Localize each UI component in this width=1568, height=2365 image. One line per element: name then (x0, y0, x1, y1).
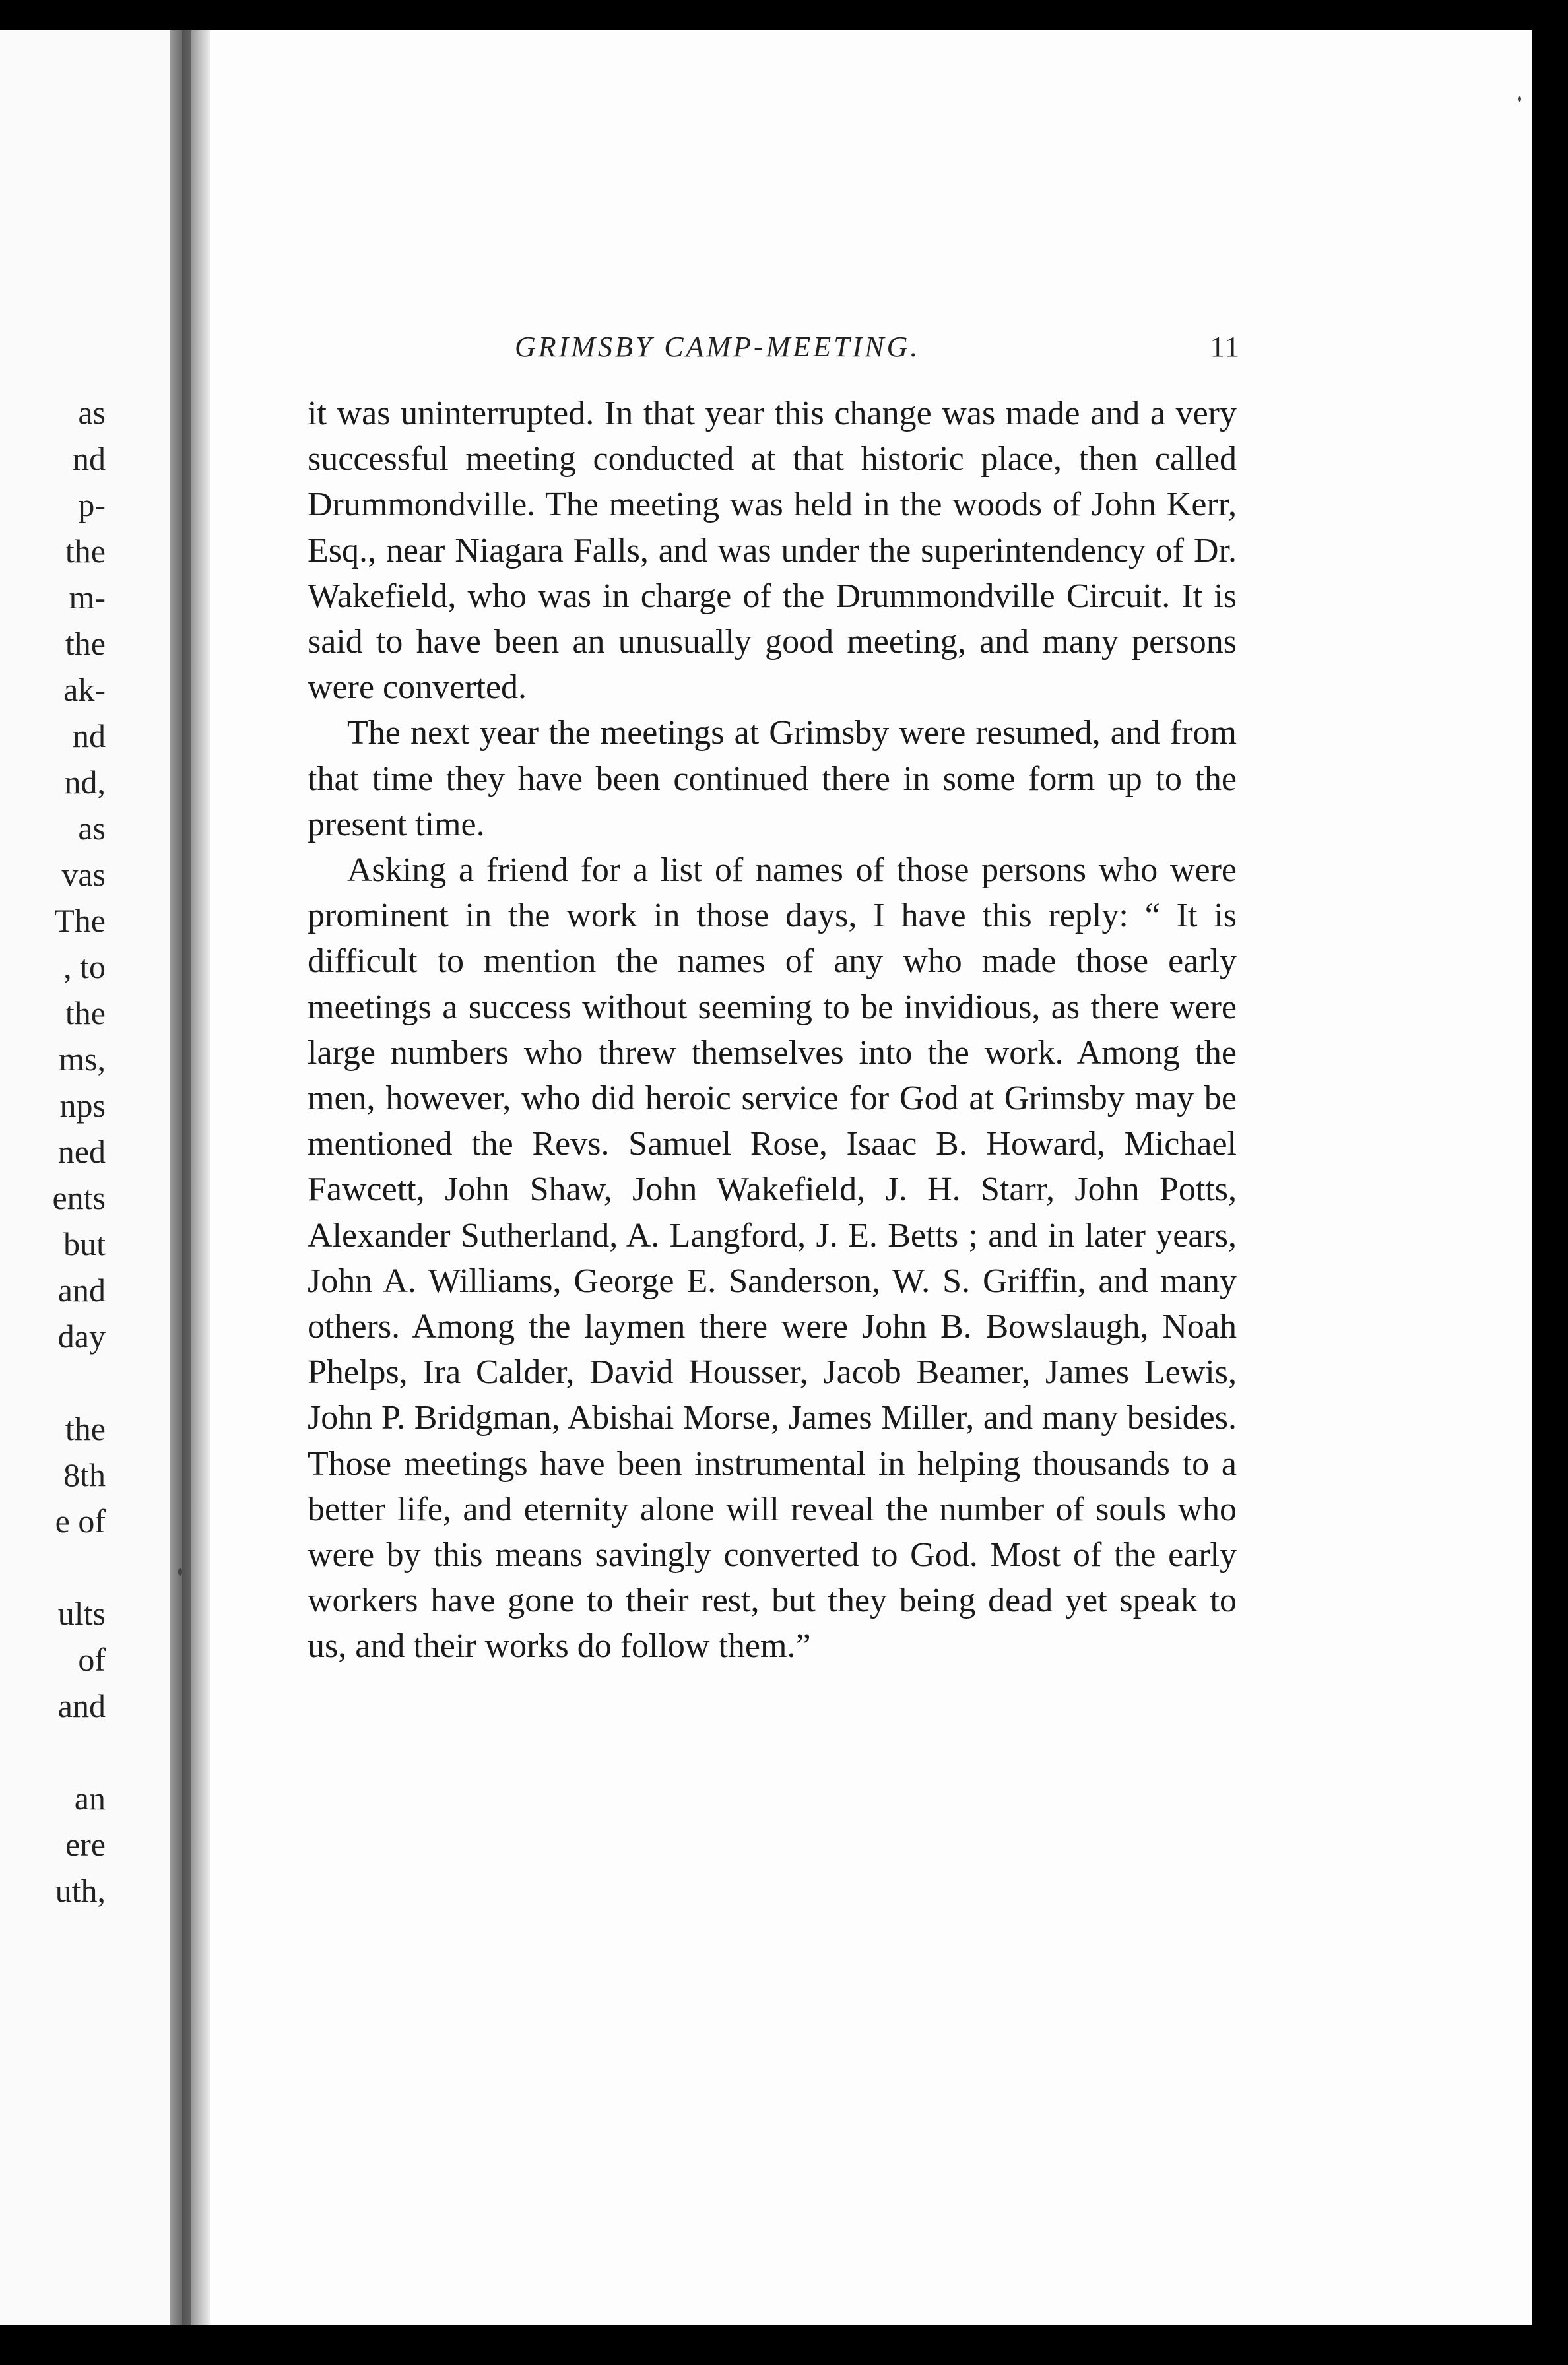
left-fragment: as (78, 394, 106, 431)
left-fragment: ults (57, 1595, 106, 1632)
left-fragment: the (65, 994, 106, 1031)
running-title: GRIMSBY CAMP-MEETING. (515, 331, 921, 363)
left-fragment: and (57, 1687, 106, 1724)
left-fragment: nps (59, 1087, 106, 1124)
page-number: 11 (1210, 331, 1241, 363)
left-fragment: the (65, 533, 106, 569)
paragraph: it was uninterrupted. In that year this change was made and a very successful meeting conducted at that historic place, then called Drummondville. The meeting was held in the woods of John Kerr, Esq., near Niagara Falls, and was under the superintendency of Dr. Wakefield, who was in charge of the Drummondville Circuit. It is said to have been an unusually good meeting, and many persons were converted. (308, 395, 1237, 707)
left-fragment: day (57, 1318, 106, 1355)
left-fragment: , to (63, 948, 106, 985)
left-fragment: p- (78, 486, 106, 523)
left-fragment: ere (65, 1826, 106, 1863)
left-fragment: as (78, 810, 106, 847)
left-fragment: The (54, 902, 106, 939)
scan-speck (178, 1568, 182, 1576)
scan-speck (1518, 96, 1521, 102)
left-fragment: uth, (55, 1872, 106, 1909)
left-fragment: an (74, 1780, 106, 1817)
left-fragment: of (78, 1641, 106, 1678)
left-fragment: m- (69, 579, 106, 616)
running-head (290, 330, 1241, 370)
left-fragment: vas (61, 856, 106, 893)
gutter-shadow (182, 30, 191, 2325)
paragraph: The next year the meetings at Grimsby were resumed, and from that time they have been continued there in some form up to the present time. (308, 714, 1237, 843)
left-fragment: nd (73, 440, 106, 477)
scanned-book-spread (0, 30, 1532, 2325)
left-fragment: and (57, 1272, 106, 1309)
left-fragment: but (63, 1225, 106, 1262)
left-fragment: nd (73, 717, 106, 754)
left-fragment: ms, (59, 1041, 106, 1078)
left-page-edge (0, 30, 170, 2325)
body-text (308, 391, 1237, 1669)
left-fragment: the (65, 1410, 106, 1447)
left-fragment: nd, (64, 763, 106, 800)
left-fragment: ak- (63, 671, 106, 708)
left-fragment: ned (57, 1133, 106, 1170)
left-fragment: the (65, 625, 106, 662)
left-fragment: 8th (63, 1456, 106, 1493)
paragraph: Asking a friend for a list of names of those persons who were prominent in the work in those days, I have this reply: “ It is difficult to mention the names of any who made those early meetings a success without seeming to be invidious, as there were large numbers who threw themselves into the work. Among the men, however, who did heroic service for God at Grimsby may be mentioned the Revs. Samuel Rose, Isaac B. Howard, Michael Fawcett, John Shaw, John Wakefield, J. H. Starr, John Potts, Alexander Sutherland, A. Langford, J. E. Betts ; and in later years, John A. Williams, George E. Sanderson, W. S. Griffin, and many others. Among the laymen there were John B. Bowslaugh, Noah Phelps, Ira Calder, David Housser, Jacob Beamer, James Lewis, John P. Bridgman, Abishai Morse, James Miller, and many besides. Those meetings have been instrumental in helping thousands to a better life, and eternity alone will reveal the number of souls who were by this means savingly converted to God. Most of the early workers have gone to their rest, but they being dead yet speak to us, and their works do follow them.” (308, 851, 1237, 1666)
left-fragment: ents (52, 1179, 106, 1216)
left-fragment: e of (55, 1503, 106, 1539)
